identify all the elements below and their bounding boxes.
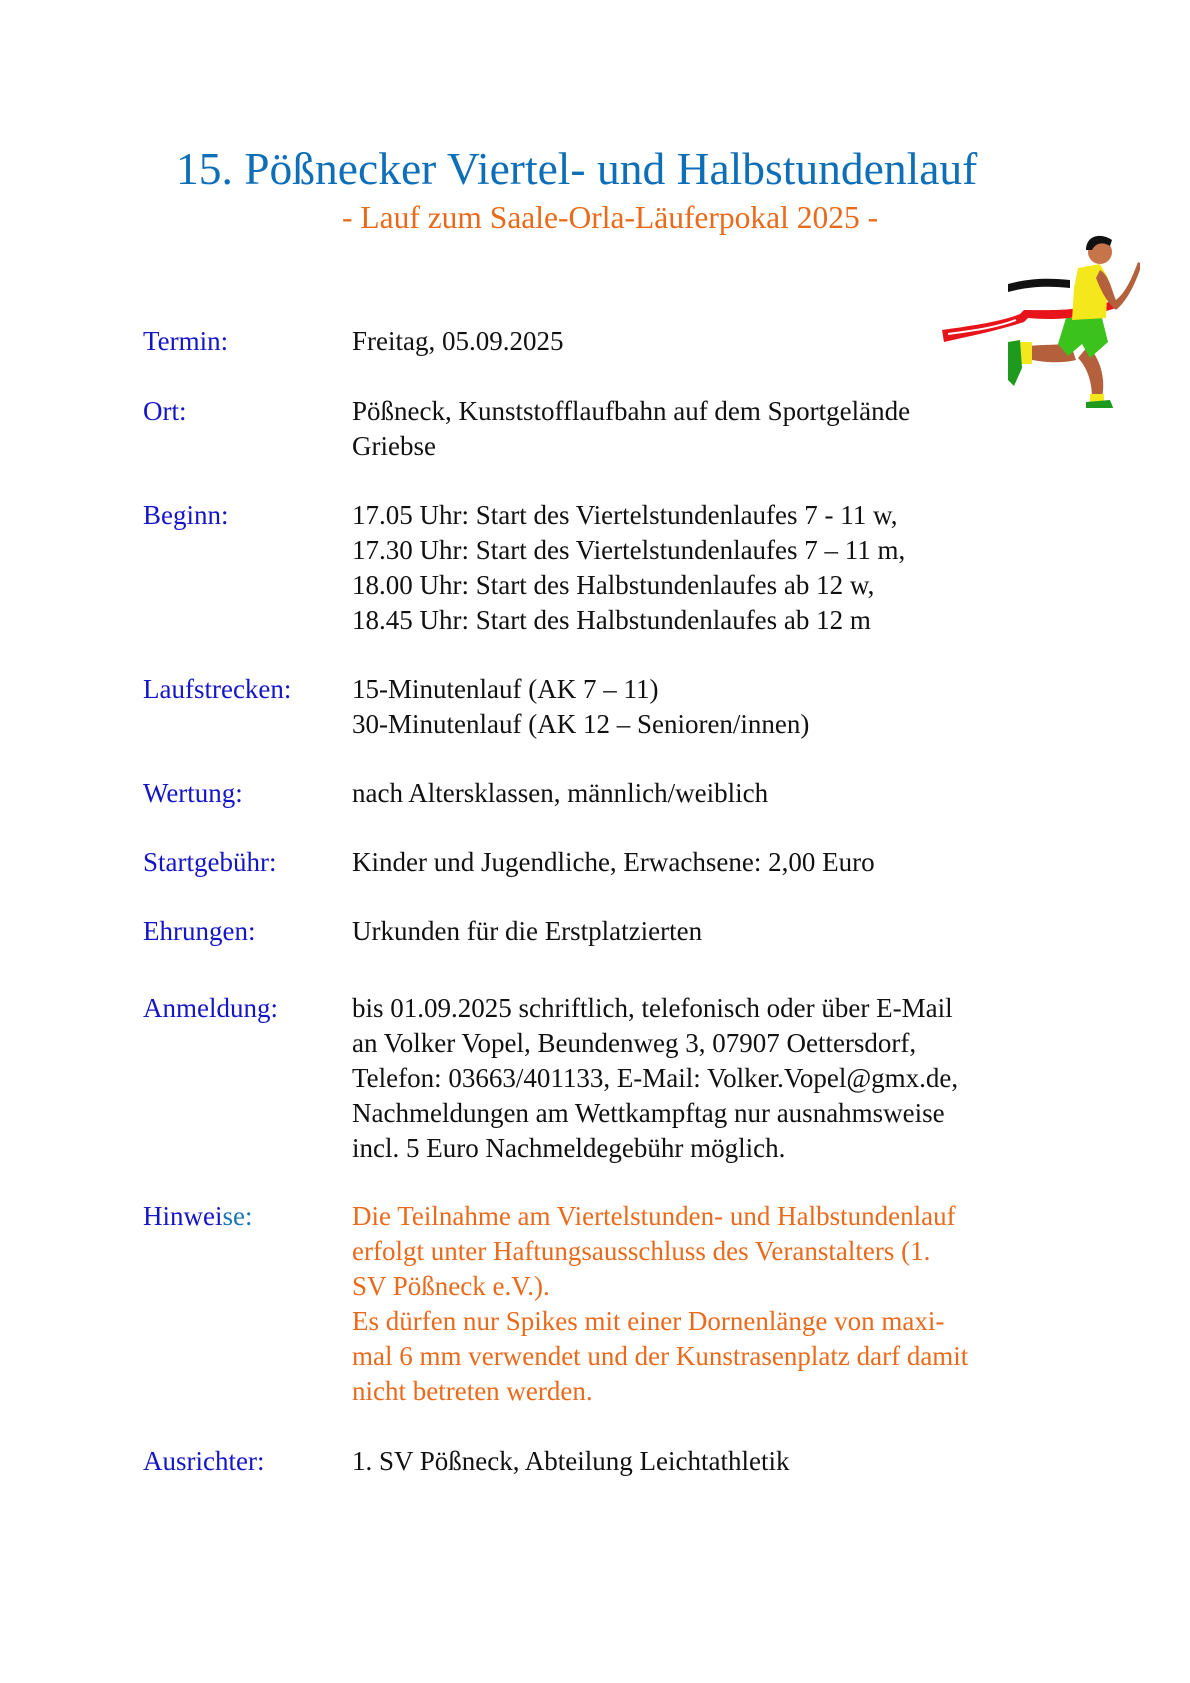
row-label: Startgebühr:	[143, 847, 277, 877]
row-value-line: Freitag, 05.09.2025	[352, 326, 564, 356]
row-value-line: 17.05 Uhr: Start des Viertelstundenlaufes 7 - 11 w,	[352, 500, 898, 530]
row-value	[352, 394, 910, 464]
row-label-part: se:	[222, 1201, 253, 1231]
row-label: Ort:	[143, 396, 187, 426]
row-value	[352, 324, 563, 359]
row-value	[352, 845, 875, 880]
page-subtitle: - Lauf zum Saale-Orla-Läuferpokal 2025 -	[342, 200, 879, 235]
row-value	[352, 1199, 968, 1409]
row-value-line: an Volker Vopel, Beundenweg 3, 07907 Oettersdorf,	[352, 1028, 917, 1058]
row-value	[352, 498, 905, 638]
row-value-line: 15-Minutenlauf (AK 7 – 11)	[352, 674, 659, 704]
row-label: Wertung:	[143, 778, 243, 808]
row-label: Beginn:	[143, 500, 229, 530]
row-value-line: Pößneck, Kunststofflaufbahn auf dem Sportgelände	[352, 396, 911, 426]
row-value-line: erfolgt unter Haftungsausschluss des Veranstalters (1.	[352, 1236, 931, 1266]
row-value-line: Urkunden für die Erstplatzierten	[352, 916, 703, 946]
row-value-line: incl. 5 Euro Nachmeldegebühr möglich.	[352, 1133, 786, 1163]
row-value-line: Kinder und Jugendliche, Erwachsene: 2,00 Euro	[352, 847, 875, 877]
row-value-line: bis 01.09.2025 schriftlich, telefonisch oder über E-Mail	[352, 993, 953, 1023]
row-value-line: 17.30 Uhr: Start des Viertelstundenlaufes 7 – 11 m,	[352, 535, 906, 565]
row-label: Ehrungen:	[143, 916, 256, 946]
row-value	[352, 914, 702, 949]
row-value-line: SV Pößneck e.V.).	[352, 1271, 550, 1301]
row-value-line: Griebse	[352, 431, 436, 461]
row-label-part: Hinwei	[143, 1201, 223, 1231]
row-label: Anmeldung:	[143, 993, 278, 1023]
runner-crossing-finish-line-icon	[940, 218, 1140, 408]
page-title: 15. Pößnecker Viertel- und Halbstundenlauf	[176, 143, 978, 194]
row-value-line: Nachmeldungen am Wettkampftag nur ausnahmsweise	[352, 1098, 945, 1128]
row-value-line: Telefon: 03663/401133, E-Mail: Volker.Vopel@gmx.de,	[352, 1063, 959, 1093]
row-value	[352, 776, 768, 811]
row-value-line: 30-Minutenlauf (AK 12 – Senioren/innen)	[352, 709, 810, 739]
row-label: Termin:	[143, 326, 229, 356]
finish-tape-black	[1008, 279, 1070, 292]
row-value-line: nach Altersklassen, männlich/weiblich	[352, 778, 769, 808]
row-label: Laufstrecken:	[143, 674, 292, 704]
row-value	[352, 991, 958, 1166]
row-value-line: Die Teilnahme am Viertelstunden- und Halbstundenlauf	[352, 1201, 956, 1231]
row-value-line: mal 6 mm verwendet und der Kunstrasenplatz darf damit	[352, 1341, 969, 1371]
row-label	[143, 1199, 252, 1234]
row-label: Ausrichter:	[143, 1446, 265, 1476]
row-value-line: 1. SV Pößneck, Abteilung Leichtathletik	[352, 1446, 790, 1476]
row-value	[352, 1444, 789, 1479]
row-value-line: 18.45 Uhr: Start des Halbstundenlaufes ab 12 m	[352, 605, 871, 635]
runner-back-shoe	[1008, 340, 1022, 386]
row-value	[352, 672, 809, 742]
row-value-line: nicht betreten werden.	[352, 1376, 593, 1406]
row-value-line: 18.00 Uhr: Start des Halbstundenlaufes ab 12 w,	[352, 570, 875, 600]
row-value-line: Es dürfen nur Spikes mit einer Dornenlänge von maxi-	[352, 1306, 945, 1336]
